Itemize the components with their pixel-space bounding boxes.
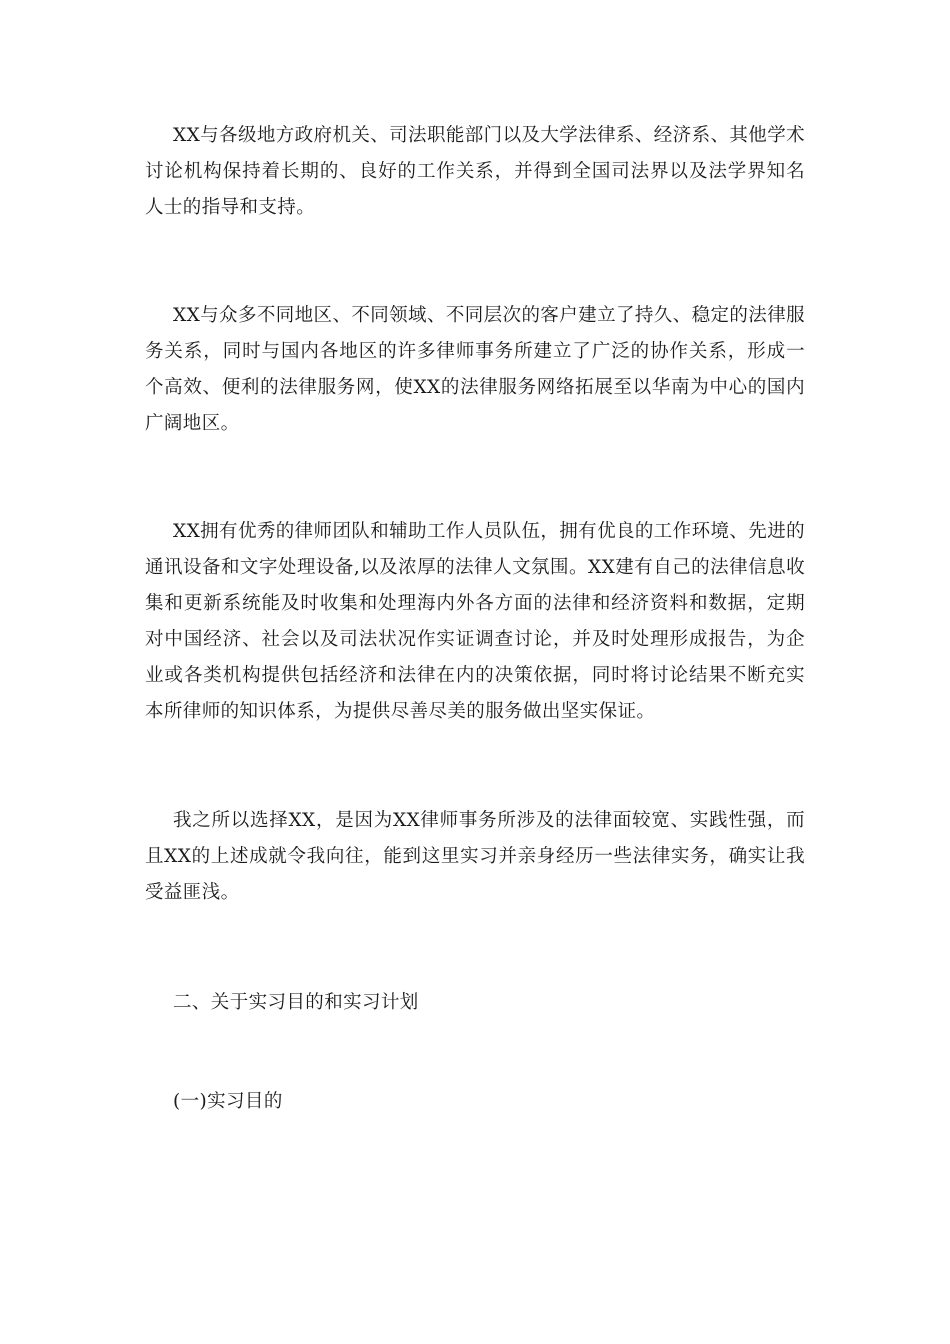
section-heading: 二、关于实习目的和实习计划 <box>173 992 419 1013</box>
paragraph-partnerships: XX与各级地方政府机关、司法职能部门以及大学法律系、经济系、其他学术讨论机构保持着长期的、良好的工作关系，并得到全国司法界以及法学界知名人士的指导和支持。 <box>145 125 805 218</box>
paragraph-team-resources: XX拥有优秀的律师团队和辅助工作人员队伍，拥有优良的工作环境、先进的通讯设备和文字处理设备,以及浓厚的法律人文氛围。XX建有自己的法律信息收集和更新系统能及时收集和处理海内外各方面的法律和经济资料和数据，定期对中国经济、社会以及司法状况作实证调查讨论，并及时处理形成报告，为企业或各类机构提供包括经济和法律在内的决策依据，同时将讨论结果不断充实本所律师的知识体系，为提供尽善尽美的服务做出坚实保证。 <box>145 521 805 722</box>
paragraph-client-network: XX与众多不同地区、不同领域、不同层次的客户建立了持久、稳定的法律服务关系，同时与国内各地区的许多律师事务所建立了广泛的协作关系，形成一个高效、便利的法律服务网，使XX的法律服务网络拓展至以华南为中心的国内广阔地区。 <box>145 305 805 434</box>
subsection-heading: (一)实习目的 <box>173 1091 283 1112</box>
paragraph-reason-for-choice: 我之所以选择XX，是因为XX律师事务所涉及的法律面较宽、实践性强，而且XX的上述成就令我向往，能到这里实习并亲身经历一些法律实务，确实让我受益匪浅。 <box>145 810 805 903</box>
